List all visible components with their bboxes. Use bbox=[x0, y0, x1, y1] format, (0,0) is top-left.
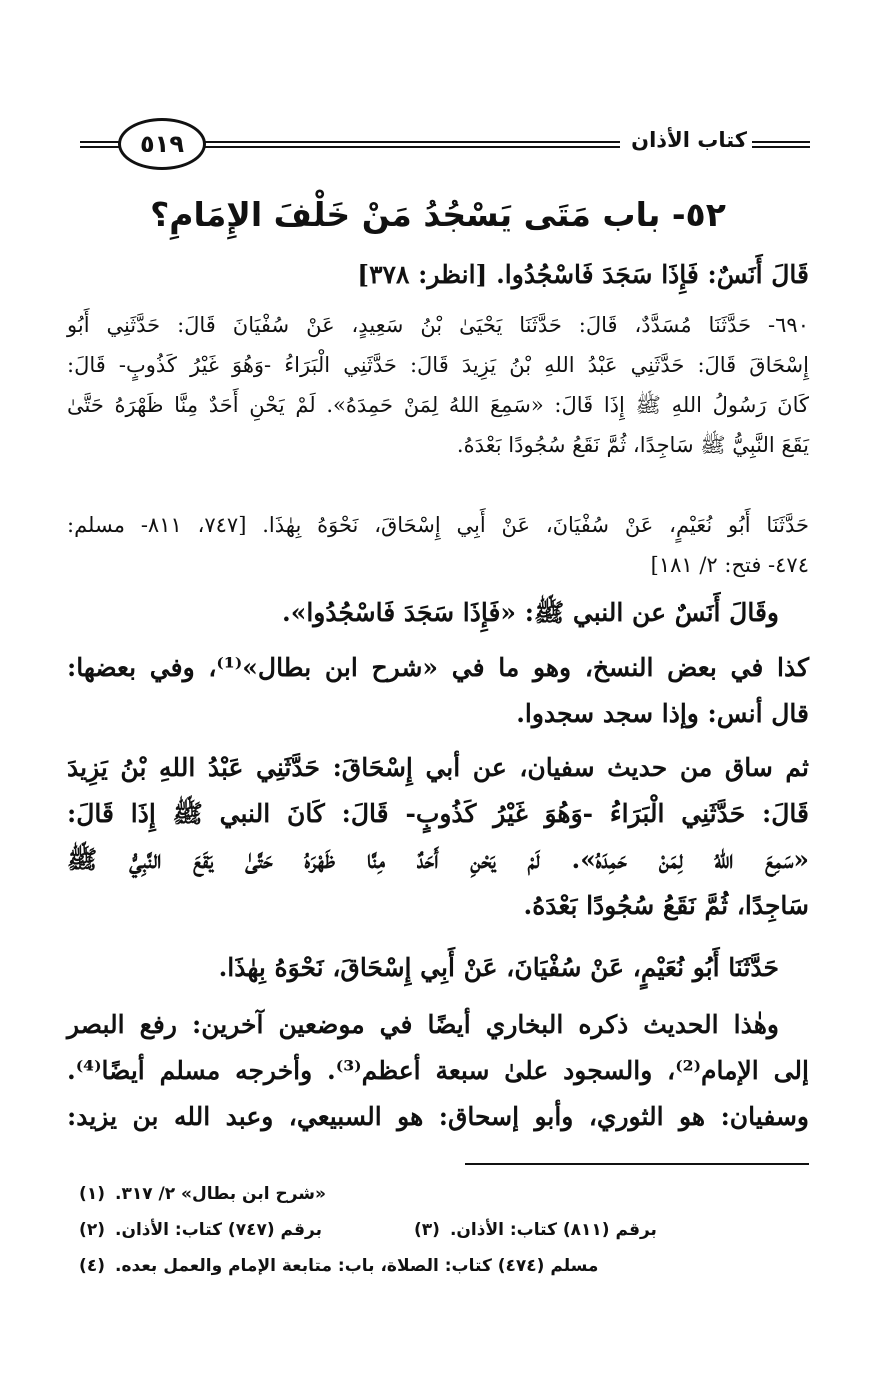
footnote-number: (٣) bbox=[414, 1220, 440, 1240]
footnote-separator bbox=[465, 1163, 809, 1165]
commentary-line: قال أنس: وإذا سجد سجدوا. bbox=[516, 699, 809, 728]
intro-statement bbox=[67, 252, 809, 298]
footnote-number: (٢) bbox=[79, 1220, 105, 1240]
running-header-title: كتاب الأذان bbox=[631, 128, 747, 152]
footnote-text: برقم (٧٤٧) كتاب: الأذان. bbox=[115, 1220, 322, 1240]
commentary-line: حَدَّثَنَا أَبُو نُعَيْمٍ، عَنْ سُفْيَانَ، عَنْ أَبِي إِسْحَاقَ، نَحْوَهُ بِهٰذَا. bbox=[218, 953, 779, 982]
hadith-line: كَانَ رَسُولُ اللهِ ﷺ إِذَا قَالَ: «سَمِعَ اللهُ لِمَنْ حَمِدَهُ». لَمْ يَحْنِ أَحَدٌ مِنَّا ظَهْرَهُ حَتَّىٰ bbox=[67, 393, 809, 417]
chapter-title: ٥٢- باب مَتَى يَسْجُدُ مَنْ خَلْفَ الإِمَامِ؟ bbox=[150, 195, 726, 234]
footnote-number: (٤) bbox=[79, 1256, 105, 1276]
footnote-text: برقم (٨١١) كتاب: الأذان. bbox=[449, 1220, 657, 1240]
header-rule-right bbox=[752, 141, 810, 148]
commentary-paragraph-4 bbox=[67, 945, 809, 991]
footnote-spacer bbox=[332, 1212, 392, 1248]
header-rule-middle bbox=[205, 141, 620, 148]
commentary-line: سَاجِدًا، ثُمَّ نَقَعُ سُجُودًا بَعْدَهُ. bbox=[523, 891, 809, 920]
header-rule-left bbox=[80, 141, 120, 148]
commentary-line: قَالَ: حَدَّثَنِي الْبَرَاءُ -وَهُوَ غَيْرُ كَذُوبٍ- قَالَ: كَانَ النبي ﷺ إِذَا قَالَ: bbox=[67, 799, 809, 828]
hadith-line: حَدَّثَنَا أَبُو نُعَيْمٍ، عَنْ سُفْيَانَ، عَنْ أَبِي إِسْحَاقَ، نَحْوَهُ بِهٰذَا. [٧٤٧، ٨١١- مسلم: bbox=[67, 513, 809, 537]
hadith-690-second-chain bbox=[67, 505, 809, 585]
hadith-line: يَقَعَ النَّبِيُّ ﷺ سَاجِدًا، ثُمَّ نَقَعُ سُجُودًا بَعْدَهُ. bbox=[456, 433, 809, 457]
hadith-line: إِسْحَاقَ قَالَ: حَدَّثَنِي عَبْدُ اللهِ بْنُ يَزِيدَ قَالَ: حَدَّثَنِي الْبَرَاءُ -وَهُوَ غَيْرُ كَذُوبٍ- قَالَ: bbox=[67, 353, 809, 377]
commentary-paragraph-1 bbox=[67, 590, 809, 636]
commentary-paragraph-5 bbox=[67, 1002, 809, 1140]
footnote-number: (١) bbox=[79, 1184, 105, 1204]
commentary-line: «سَمِعَ اللهُ لِمَنْ حَمِدَهُ». لَمْ يَحْنِ أَحَدٌ مِنَّا ظَهْرَهُ حَتَّىٰ يَقَعَ النَّبِيُّ ﷺ bbox=[67, 845, 809, 874]
commentary-line: إلى الإمام⁽²⁾، والسجود علىٰ سبعة أعظم⁽³⁾. وأخرجه مسلم أيضًا⁽⁴⁾. bbox=[67, 1056, 809, 1085]
commentary-line: وهٰذا الحديث ذكره البخاري أيضًا في موضعين آخرين: رفع البصر bbox=[67, 1010, 779, 1039]
page-number: ٥١٩ bbox=[118, 118, 206, 170]
commentary-line: ثم ساق من حديث سفيان، عن أبي إِسْحَاقَ: حَدَّثَنِي عَبْدُ اللهِ بْنُ يَزِيدَ bbox=[67, 753, 809, 782]
commentary-paragraph-3 bbox=[67, 745, 809, 929]
hadith-line: ٤٧٤- فتح: ٢/ ١٨١] bbox=[650, 553, 809, 577]
footnote-1 bbox=[67, 1176, 809, 1212]
footnote-row-2-3 bbox=[67, 1212, 809, 1248]
intro-line: قَالَ أَنَسٌ: فَإِذَا سَجَدَ فَاسْجُدُوا. [انظر: ٣٧٨] bbox=[357, 260, 809, 289]
footnote-4 bbox=[67, 1248, 809, 1284]
footnote-text: «شرح ابن بطال» ٢/ ٣١٧. bbox=[115, 1184, 326, 1204]
hadith-line: ٦٩٠- حَدَّثَنَا مُسَدَّدٌ، قَالَ: حَدَّثَنَا يَحْيَىٰ بْنُ سَعِيدٍ، عَنْ سُفْيَانَ قَالَ: حَدَّثَنِي أَبُو bbox=[67, 313, 809, 337]
footnote-text: مسلم (٤٧٤) كتاب: الصلاة، باب: متابعة الإمام والعمل بعده. bbox=[115, 1256, 599, 1276]
commentary-paragraph-2 bbox=[67, 645, 809, 737]
hadith-690 bbox=[67, 305, 809, 465]
footnotes bbox=[67, 1176, 809, 1284]
commentary-line: كذا في بعض النسخ، وهو ما في «شرح ابن بطال»⁽¹⁾، وفي بعضها: bbox=[67, 653, 809, 682]
commentary-line: وقَالَ أَنَسٌ عن النبي ﷺ: «فَإِذَا سَجَدَ فَاسْجُدُوا». bbox=[282, 598, 779, 627]
commentary-line: وسفيان: هو الثوري، وأبو إسحاق: هو السبيعي، وعبد الله بن يزيد: bbox=[67, 1102, 809, 1131]
